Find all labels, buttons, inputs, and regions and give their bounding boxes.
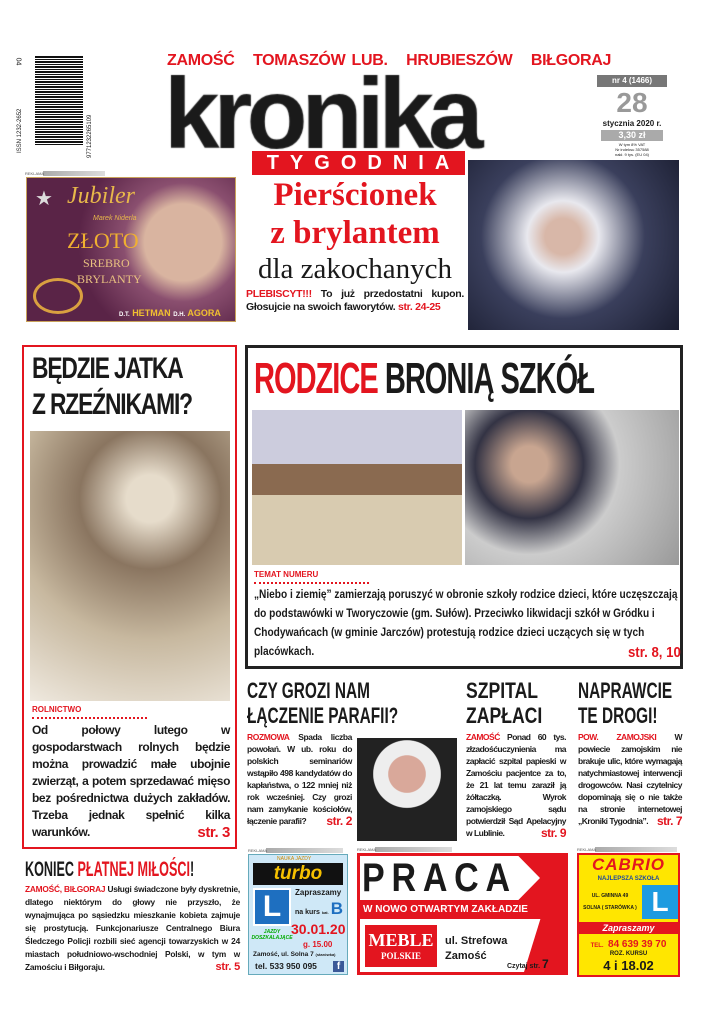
ad-brand: Jubiler — [67, 183, 135, 209]
ad-addr: ul. Strefowa — [445, 935, 508, 947]
issue-number: nr 4 (1466) — [597, 75, 667, 87]
ad-cabrio[interactable] — [577, 853, 680, 977]
kat-label: kat. — [321, 910, 329, 915]
ad-brand: turbo — [253, 863, 343, 885]
ad-owner: Marek Niderla — [93, 215, 137, 222]
ad-label: REKLAMA — [25, 171, 105, 176]
couple-photo — [468, 160, 679, 330]
story-drogi[interactable] — [578, 678, 682, 844]
story-koniec[interactable] — [25, 857, 240, 987]
ad-invite: Zapraszamy — [295, 888, 342, 897]
ad-extra: JAZDY DOSZKALAJĄCE — [251, 929, 293, 941]
ad-date: 30.01.20 — [291, 921, 346, 937]
headline: NAPRAWCIE — [578, 678, 673, 703]
index-info: Nr indeksu 357588 — [615, 147, 649, 152]
issue-date: stycznia 2020 r. — [602, 119, 662, 128]
page-ref: str. 24-25 — [397, 301, 441, 314]
page-ref: str. 8, 10 — [627, 644, 681, 661]
ad-subtitle: W NOWO OTWARTYM ZAKŁADZIE — [363, 904, 528, 915]
region: HRUBIESZÓW — [406, 52, 513, 69]
ad-line: SREBRO — [83, 256, 130, 270]
ad-jubiler[interactable] — [26, 177, 236, 322]
section-label: TEMAT NUMERU — [254, 570, 369, 584]
butcher-photo — [30, 431, 230, 701]
headline: Z RZEŹNIKAMI? — [32, 388, 192, 421]
page-ref: str. 7 — [656, 814, 682, 828]
tel-prefix: TEL. — [590, 943, 604, 949]
headline: TE DROGI! — [578, 703, 658, 728]
headline-black: BRONIĄ SZKÓŁ — [384, 354, 594, 403]
story-text — [254, 586, 681, 662]
ad-read — [507, 957, 549, 974]
teaser[interactable] — [245, 176, 465, 286]
left-story[interactable] — [22, 345, 237, 849]
vat-info: W tym 8% VAT — [618, 142, 646, 147]
ad-addr: SOLNA ( STARÓWKA ) — [583, 905, 637, 911]
read-label: Czytaj str. — [507, 963, 541, 970]
barcode-number: 9771232265109 — [87, 114, 93, 158]
headline: BĘDZIE JATKA — [32, 352, 183, 385]
page-ref: str. 5 — [215, 961, 240, 973]
priest-photo — [357, 738, 457, 841]
story-body: „Niebo i ziemię” zamierzają poruszyć w obronie szkoły rodzice dzieci, które uczęszczają do podstawówki w Tworyczowie (gm. Sułów). Przeciwko likwidacji szkół w Gródku i Chodywańcach (w gminie Jarczów) protestują rodzice dzieci uczących się w tych placówkach. — [254, 589, 678, 658]
ad-turbo[interactable] — [248, 854, 348, 975]
ad-time: g. 15.00 — [303, 940, 333, 949]
headline-red: RODZICE — [254, 354, 378, 403]
ad-dates: 4 i 18.02 — [603, 958, 654, 973]
loc-name: AGORA — [187, 308, 221, 318]
headline-red: PŁATNEJ MIŁOŚCI — [77, 858, 190, 881]
story-text — [247, 731, 352, 827]
headline: SZPITAL — [466, 678, 539, 703]
barcode — [35, 55, 83, 145]
issue-box — [597, 75, 667, 157]
issn: ISSN 1232-2652 — [17, 108, 23, 153]
ad-label: REKLAMA — [357, 847, 452, 852]
ad-line: BRYLANTY — [77, 272, 142, 286]
ad-course: ROZ. KURSU — [609, 951, 648, 957]
section-label: POW. ZAMOJSKI — [578, 732, 657, 742]
page-ref: str. 2 — [326, 814, 352, 828]
headline-end: ! — [189, 858, 195, 881]
story-text — [578, 731, 682, 827]
tel: 84 639 39 70 — [608, 939, 667, 950]
section-label: ZAMOŚĆ — [466, 732, 500, 742]
story-text — [25, 883, 240, 974]
ad-line: ZŁOTO — [67, 228, 139, 253]
ad-addr: UL. GMINNA 49 — [591, 893, 629, 899]
teaser-line: dla zakochanych — [257, 253, 453, 285]
teaser-line: z brylantem — [270, 215, 440, 251]
ad-title: PRACA — [362, 856, 517, 900]
loc-prefix: D.H. — [173, 312, 186, 318]
rings-icon — [33, 278, 83, 314]
headline-black: KONIEC — [25, 858, 75, 881]
headline — [25, 857, 195, 883]
story-parafia[interactable] — [247, 678, 457, 848]
headline: ŁĄCZENIE PARAFII? — [247, 703, 399, 728]
logo-line: MEBLE — [368, 930, 434, 950]
circulation-info: nakł. 9 tys. (EU 04) — [614, 152, 649, 157]
story-text — [32, 722, 230, 841]
section-label: ZAMOŚĆ, BIŁGORAJ — [25, 884, 106, 894]
region: BIŁGORAJ — [530, 52, 612, 69]
meeting-photo — [252, 410, 462, 565]
section-label: ROZMOWA — [247, 732, 290, 742]
region-list — [167, 52, 611, 70]
region: TOMASZÓW LUB. — [252, 52, 388, 69]
ad-phone: tel. 533 950 095 — [255, 961, 317, 971]
section-label: ROLNICTWO — [32, 705, 147, 719]
course-label: na kurs — [295, 909, 320, 916]
story-body: W powiecie zamojskim nie brakuje ulic, które wymagają natychmiastowej interwencji drogowców. Nasi czytelnicy dopominają się o nie także na stronie internetowej „Kroniki Tygodnia”. — [578, 732, 682, 826]
teaser-body: To już przedostatni kupon. Głosujcie na swoich faworytów. — [246, 288, 464, 314]
headline — [254, 354, 594, 404]
ad-address — [253, 951, 336, 959]
parents-photo — [465, 410, 679, 565]
loc-name: HETMAN — [132, 308, 171, 318]
teaser-kicker: PLEBISCYT!!! — [246, 288, 312, 300]
story-body: Ponad 60 tys. złzadośćuczynienia ma zapłacić szpital papieski w Zamościu pacjentce za to, że 21 lat temu zaraził ją żółtaczką. Wyrok zamojskiego sądu potwierdził Sąd Apelacyjny w Lublinie. — [466, 732, 566, 838]
masthead-title — [160, 71, 580, 151]
page-ref: str. 3 — [197, 824, 230, 841]
ad-top: NAUKA JAZDY — [277, 856, 312, 862]
headline: CZY GROZI NAM — [247, 678, 370, 703]
address: Zamość, ul. Solna 7 — [253, 951, 314, 958]
issue-day: 28 — [616, 87, 648, 118]
ad-invite: Zapraszamy — [579, 922, 678, 934]
headline: ZAPŁACI — [466, 703, 543, 728]
ad-tagline: NAJLEPSZA SZKOŁA — [597, 876, 660, 882]
ad-course — [295, 899, 343, 923]
teaser-line: Pierścionek — [273, 177, 437, 213]
main-story[interactable] — [245, 345, 683, 669]
region: ZAMOŚĆ — [167, 52, 235, 69]
story-body: Spada liczba powołań. W ub. roku do polskich seminariów wstąpiło 498 kandydatów do kapłaństwa, o 122 mniej niż rok wcześniej. Czy grozi nam zamykanie kościołów, łączenie parafii? — [247, 732, 352, 826]
story-body: Usługi świadczone były dyskretnie, dlatego niektórym do głowy nie przyszło, że wynajmująca po sąsiedzku mieszkanie kobieta zajmuje się prostytucją. Funkcjonariusze Centralnego Biura Śledczego Policji rozbili sieć agencji towarzyskich w 24 miastach południowo-wschodniej Polski, w tym w Zamościu i Biłgoraju. — [25, 884, 241, 972]
page-ref: str. 9 — [540, 826, 566, 840]
masthead-subtitle: TYGODNIA — [252, 151, 465, 175]
read-page: 7 — [542, 957, 549, 971]
story-body: Od połowy lutego w gospodarstwach rolnych będzie można prowadzić małe ubojnie zwierząt, a potem sprzedawać mięso bez pośrednictwa dużych zakładów. Trzeba jednak spełnić kilka warunków. — [32, 723, 230, 839]
star-icon: ★ — [35, 188, 53, 210]
facebook-icon[interactable]: f — [333, 961, 344, 972]
barcode-addon: 04 — [14, 57, 22, 66]
ad-brand: CABRIO — [591, 855, 666, 874]
logo-line: POLSKIE — [380, 951, 421, 961]
ad-label: REKLAMA — [248, 848, 343, 853]
story-text — [466, 731, 566, 839]
address-note: (starówka) — [315, 952, 336, 957]
category: B — [330, 899, 343, 918]
ad-label: REKLAMA — [577, 847, 677, 852]
l-sign-icon: L — [253, 888, 291, 926]
price: 3,30 zł — [601, 130, 663, 141]
ad-locations — [119, 308, 221, 321]
ad-addr: Zamość — [445, 950, 487, 962]
loc-prefix: D.T. — [119, 312, 130, 318]
story-szpital[interactable] — [466, 678, 566, 844]
meble-logo — [365, 925, 437, 967]
teaser-text — [246, 288, 464, 315]
ad-praca[interactable] — [357, 853, 568, 975]
l-sign-icon: L — [642, 885, 678, 919]
